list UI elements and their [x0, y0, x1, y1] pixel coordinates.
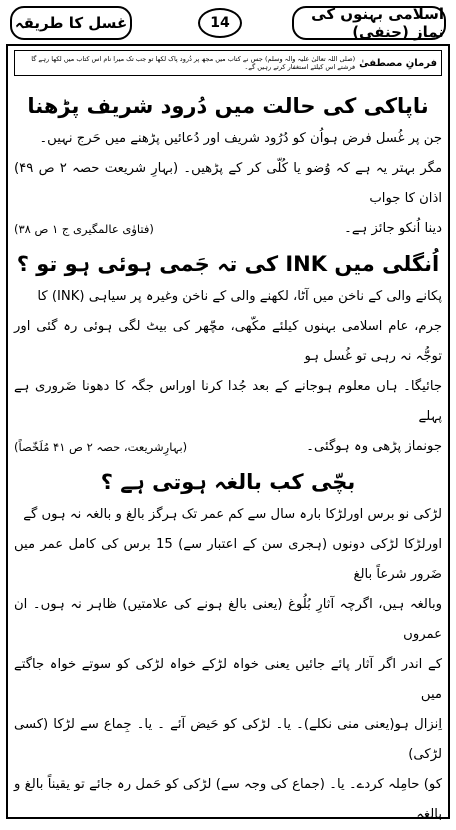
- page-header: [10, 6, 446, 40]
- quote-label: فرمانِ مصطفیٰ: [359, 57, 437, 69]
- section-heading: بچّی کب بالغہ ہوتی ہے ؟: [100, 470, 356, 494]
- section-heading: ناپاکی کی حالت میں دُرود شریف پڑھنا: [27, 94, 429, 118]
- paragraph-line: وبالغہ ہیں، اگرچہ آثارِ بُلُوغ (یعنی بالغ ہونے کی علامتیں) ظاہر نہ ہوں۔ ان عمروں: [14, 597, 442, 642]
- book-title: اسلامی بہنوں کی نماز (حنفی): [292, 6, 446, 40]
- paragraph-line: جرم، عام اسلامی بہنوں کیلئے مکّھی، مچّھر کی بیٹ لگی ہوئی رہ گئی اور توجُّہ نہ رہی تو غُسل ہو: [14, 319, 442, 364]
- quote-text: (صلی اللہ تعالیٰ علیہ والہ وسلم) جس نے کتاب میں مجھ پر دُرود پاک لکھا تو جب تک میرا نام اس کتاب میں لکھا رہے گا فرشتے اس کیلئے استغفار کرتے رہیں گے۔: [31, 55, 356, 71]
- chapter-title: غسل کا طریقہ: [10, 6, 132, 40]
- section-heading: اُنگلی میں INK کی تہ جَمی ہوئی ہو تو ؟: [16, 252, 440, 276]
- paragraph-line: کے اندر اگر آثار پائے جائیں یعنی خواہ لڑکے خواہ لڑکی کو سوتے خواہ جاگتے میں: [14, 657, 442, 702]
- hadith-quote-box: [14, 50, 442, 76]
- paragraph-line: جن پر غُسل فرض ہواُن کو دُرُود شریف اور دُعائیں پڑھنے میں حَرج نہیں۔: [39, 131, 442, 146]
- reference-citation: (بہارِشریعت، حصہ ۲ ص ۴۱ مُلَخّصاً): [14, 440, 188, 454]
- page-number: 14: [198, 8, 242, 38]
- paragraph-line: اورلڑکا لڑکی دونوں (ہجری سن کے اعتبار سے) 15 برس کی کامل عمر میں ضَرور شرعاً بالغ: [14, 537, 442, 582]
- paragraph-end-line: [14, 214, 442, 244]
- paragraph-line: دینا اُنکو جائز ہے۔: [344, 221, 442, 236]
- paragraph-line: مگر بہتر یہ ہے کہ وُضو یا کُلّی کر کے پڑھیں۔ (بہارِ شریعت حصہ ۲ ص ۴۹) اذان کا جواب: [14, 161, 443, 206]
- paragraph-line: جائیگا۔ ہاں معلوم ہوجانے کے بعد جُدا کرنا اوراس جگہ کا دھونا ضَروری ہے پہلے: [14, 379, 442, 424]
- paragraph-line: لڑکی نو برس اورلڑکا بارہ سال سے کم عمر تک ہرگز بالغ و بالغہ نہ ہوں گے: [23, 507, 442, 522]
- paragraph-line: پکانے والی کے ناخن میں آٹا، لکھنے والی کے ناخن وغیرہ پر سیاہی (INK) کا: [37, 289, 442, 304]
- paragraph-line: جونماز پڑھی وہ ہوگئی۔: [306, 439, 442, 454]
- article-body: [14, 86, 442, 830]
- paragraph-line: کو) حامِلہ کردے۔ یا۔ (جماع کی وجہ سے) لڑکی کو حَمل رہ جائے تو یقیناً بالغ و بالغہ: [14, 777, 442, 822]
- paragraph-end-line: [14, 432, 442, 462]
- paragraph-line: اِنزال ہو(یعنی منی نکلے)۔ یا۔ لڑکی کو حَیض آئے ۔ یا۔ جِماع سے لڑکا (کسی لڑکی): [14, 717, 442, 762]
- content-frame: [6, 44, 450, 822]
- reference-citation: (فتاوٰی عالمگیری ج ۱ ص ۳۸): [14, 222, 154, 236]
